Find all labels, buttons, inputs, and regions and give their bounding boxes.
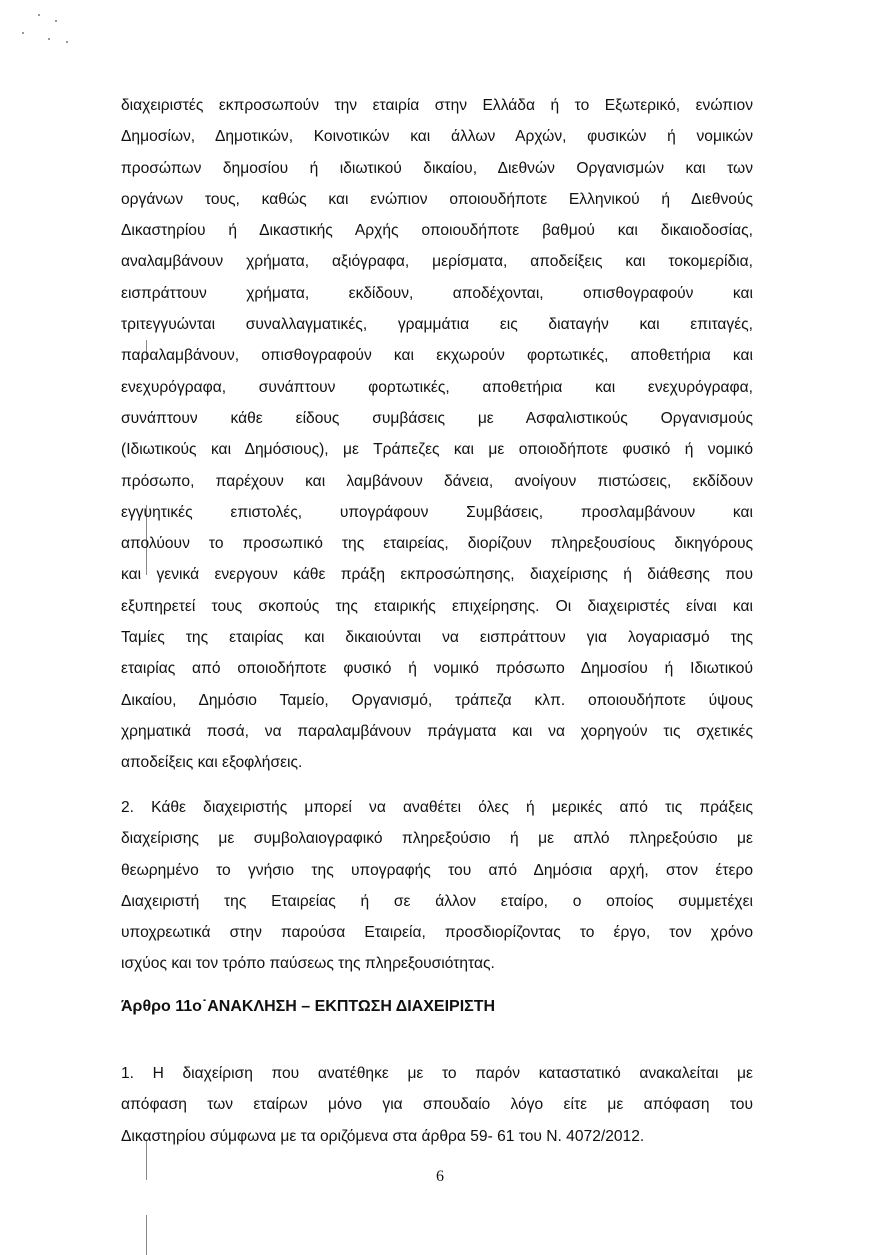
text-line: αποδείξεις και εξοφλήσεις. (121, 754, 303, 772)
text-line: διαχείρισης με συμβολαιογραφικό πληρεξούσιο ή με απλό πληρεξούσιο με (121, 830, 753, 848)
text-line: Διαχειριστή της Εταιρείας ή σε άλλον εταίρο, ο οποίος συμμετέχει (121, 892, 753, 910)
paragraph-managers-powers (121, 90, 753, 779)
text-line: 2. Κάθε διαχειριστής μπορεί να αναθέτει όλες ή μερικές από τις πράξεις (121, 799, 753, 816)
text-line: υποχρεωτικά στην παρούσα Εταιρεία, προσδιορίζοντας το έργο, τον χρόνο (121, 924, 753, 942)
text-line: αναλαμβάνουν χρήματα, αξιόγραφα, μερίσματα, αποδείξεις και τοκομερίδια, (121, 253, 753, 271)
text-line: απόφαση των εταίρων μόνο για σπουδαίο λόγο είτε με απόφαση του (121, 1096, 753, 1114)
text-line: εγγυητικές επιστολές, υπογράφουν Συμβάσεις, προσλαμβάνουν και (121, 503, 753, 521)
text-line: Ταμίες της εταιρίας και δικαιούνται να εισπράττουν για λογαριασμό της (121, 629, 753, 647)
scan-speck (55, 20, 57, 22)
text-line: Δικαστηρίου σύμφωνα με τα οριζόμενα στα άρθρα 59- 61 του Ν. 4072/2012. (121, 1127, 645, 1145)
text-line: τριτεγγυώνται συναλλαγματικές, γραμμάτια εις διαταγήν και επιταγές, (121, 316, 753, 334)
article-heading: Άρθρο 11ο˙ΑΝΑΚΛΗΣΗ – ΕΚΠΤΩΣΗ ΔΙΑΧΕΙΡΙΣΤΗ (121, 998, 496, 1015)
text-line: ενεχυρόγραφα, συνάπτουν φορτωτικές, αποθετήρια και ενεχυρόγραφα, (121, 378, 753, 396)
text-line: οργάνων τους, καθώς και ενώπιον οποιουδήποτε Ελληνικού ή Διεθνούς (121, 190, 753, 208)
text-line: θεωρημένο το γνήσιο της υπογραφής του από Δημόσια αρχή, στον έτερο (121, 861, 753, 879)
text-line: προσώπων δημοσίου ή ιδιωτικού δικαίου, Διεθνών Οργανισμών και των (121, 159, 753, 177)
text-line: και γενικά ενεργουν κάθε πράξη εκπροσώπησης, διαχείρισης ή διάθεσης που (121, 566, 753, 584)
text-line: ισχύος και τον τρόπο παύσεως της πληρεξουσιότητας. (121, 955, 495, 973)
text-line: διαχειριστές εκπροσωπούν την εταιρία στην Ελλάδα ή το Εξωτερικό, ενώπιον (121, 97, 753, 114)
text-line: (Ιδιωτικούς και Δημόσιους), με Τράπεζες και με οποιοδήποτε φυσικό ή νομικό (121, 441, 753, 459)
text-line: συνάπτουν κάθε είδους συμβάσεις με Ασφαλιστικούς Οργανισμούς (121, 409, 753, 427)
text-line: 1. Η διαχείριση που ανατέθηκε με το παρόν καταστατικό ανακαλείται με (121, 1065, 753, 1082)
text-line: εξυπηρετεί τους σκοπούς της εταιρικής επιχείρησης. Οι διαχειριστές είναι και (121, 597, 753, 615)
scan-speck (38, 14, 40, 16)
text-line: χρηματικά ποσά, να παραλαμβάνουν πράγματα και να χορηγούν τις σχετικές (121, 722, 753, 740)
text-line: Δημοσίων, Δημοτικών, Κοινοτικών και άλλων Αρχών, φυσικών ή νομικών (121, 128, 753, 146)
text-line: Δικαίου, Δημόσιο Ταμείο, Οργανισμό, τράπεζα κλπ. οποιουδήποτε ύψους (121, 691, 753, 709)
text-line: παραλαμβάνουν, οπισθογραφούν και εκχωρούν φορτωτικές, αποθετήρια και (121, 347, 753, 365)
scan-speck (48, 38, 50, 40)
text-line: εισπράττουν χρήματα, εκδίδουν, αποδέχονται, οπισθογραφούν και (121, 284, 753, 302)
page-number: 6 (436, 1168, 444, 1185)
scan-speck (66, 41, 68, 43)
paragraph-revocation (121, 1058, 753, 1152)
scan-speck (22, 32, 24, 34)
scan-edge-mark (146, 1215, 147, 1255)
text-line: απολύουν το προσωπικό της εταιρείας, διορίζουν πληρεξουσίους δικηγόρους (121, 535, 753, 553)
text-line: Δικαστηρίου ή Δικαστικής Αρχής οποιουδήποτε βαθμού και δικαιοδοσίας, (121, 222, 753, 240)
text-line: πρόσωπο, παρέχουν και λαμβάνουν δάνεια, ανοίγουν πιστώσεις, εκδίδουν (121, 472, 753, 490)
paragraph-delegation (121, 792, 753, 980)
text-line: εταιρίας από οποιοδήποτε φυσικό ή νομικό πρόσωπο Δημοσίου ή Ιδιωτικού (121, 660, 753, 678)
